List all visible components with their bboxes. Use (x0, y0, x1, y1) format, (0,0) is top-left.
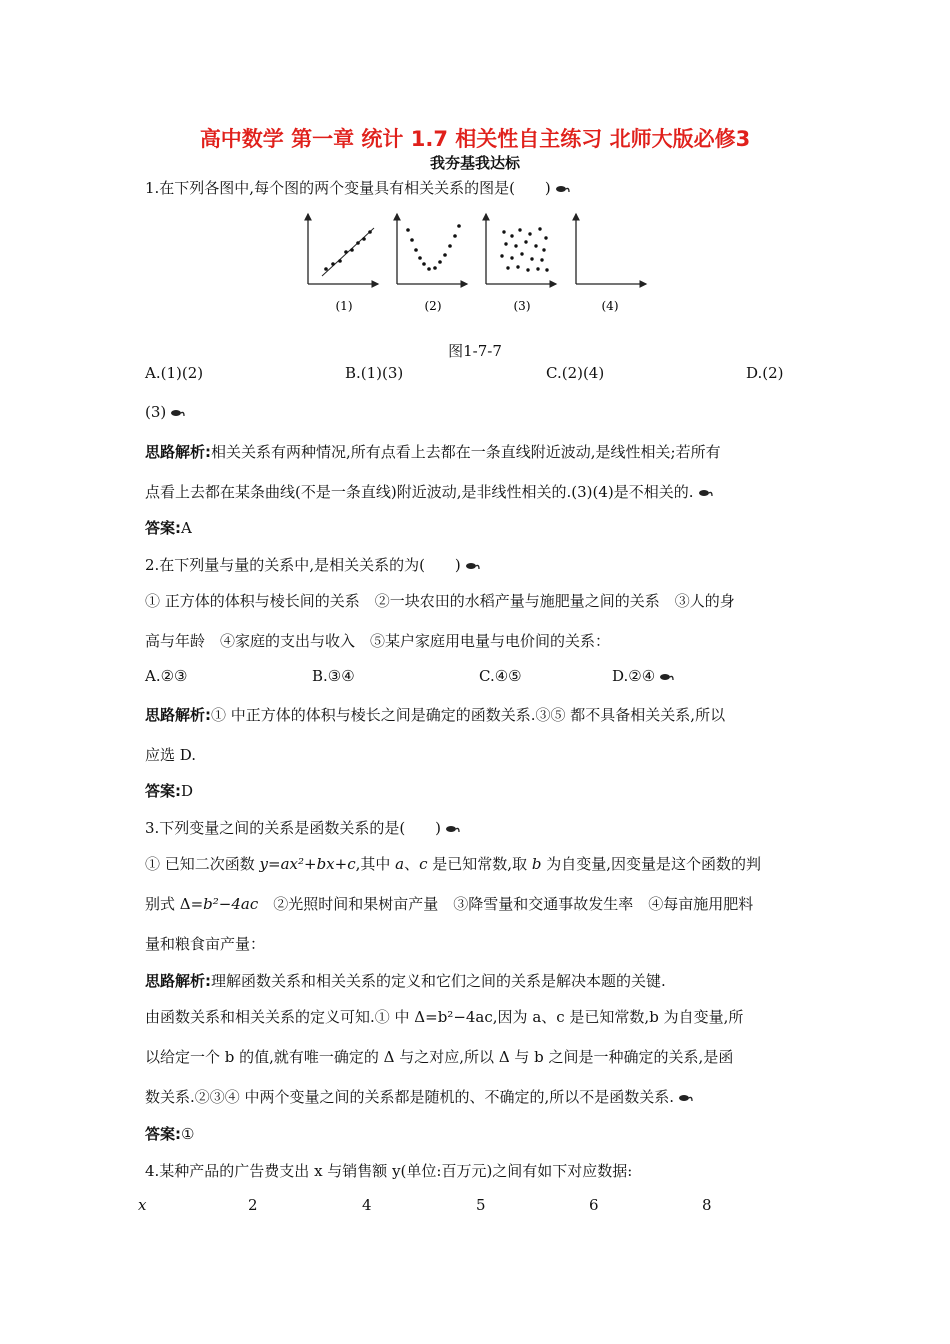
scatter-figure (300, 212, 650, 320)
q1-option-d-wrap: (3) (145, 403, 185, 421)
p2-point (410, 238, 414, 242)
table-cell: 8 (702, 1196, 712, 1214)
q2-line1: ① 正方体的体积与棱长间的关系 ②一块农田的水稻产量与施肥量之间的关系 ③人的身 (145, 592, 735, 610)
panel-4-axes (576, 214, 646, 284)
panel-1-axes (308, 214, 378, 284)
table-header-x: x (138, 1196, 147, 1214)
panel-label-3: (3) (513, 299, 531, 313)
q3-analysis-line4: 数关系.②③④ 中两个变量之间的关系都是随机的、不确定的,所以不是函数关系. (145, 1086, 693, 1107)
q3-answer: 答案:① (145, 1125, 195, 1143)
mouse-mark-icon (697, 488, 713, 498)
answer-label: 答案: (145, 782, 181, 800)
panel-2-axes (397, 214, 467, 284)
q2-line2: 高与年龄 ④家庭的支出与收入 ⑤某户家庭用电量与电价间的关系： (145, 632, 611, 650)
p2-point (448, 244, 452, 248)
p2-point (414, 248, 418, 252)
analysis-label: 思路解析: (145, 706, 211, 724)
p2-point (418, 256, 422, 260)
p1-point (368, 230, 372, 234)
p1-point (331, 262, 335, 266)
q2-analysis-line1: 思路解析:① 中正方体的体积与棱长之间是确定的函数关系.③⑤ 都不具备相关关系,所以 (145, 706, 726, 724)
analysis-label: 思路解析: (145, 443, 211, 461)
q3-analysis-line3: 以给定一个 b 的值,就有唯一确定的 Δ 与之对应,所以 Δ 与 b 之间是一种确定的关系,是函 (145, 1048, 734, 1066)
p2-point (438, 260, 442, 264)
p1-point (338, 259, 342, 263)
q3-line3: 量和粮食亩产量： (145, 935, 266, 953)
p2-point (406, 228, 410, 232)
q1-analysis-line2: 点看上去都在某条曲线(不是一条直线)附近波动,是非线性相关的.(3)(4)是不相关的. (145, 481, 713, 502)
q1-option-b: B.(1)(3) (345, 364, 404, 382)
answer-label: 答案: (145, 519, 181, 537)
q3-analysis-line1: 思路解析:理解函数关系和相关关系的定义和它们之间的关系是解决本题的关键. (145, 972, 666, 990)
p1-point (324, 267, 328, 271)
figure-caption: 图1-7-7 (448, 342, 502, 360)
table-cell: 6 (589, 1196, 599, 1214)
panel-label-4: (4) (601, 299, 619, 313)
q3-line1: ① 已知二次函数 y=ax²+bx+c,其中 a、c 是已知常数,取 b 为自变量,因变量是这个函数的判 (145, 855, 761, 873)
table-cell: 4 (362, 1196, 372, 1214)
q2-stem: 2.在下列量与量的关系中,是相关关系的为( ) (145, 554, 480, 575)
panel-3-axes (486, 214, 556, 284)
q2-option-b: B.③④ (312, 667, 355, 685)
mouse-mark-icon (464, 561, 480, 571)
mouse-mark-icon (677, 1093, 693, 1103)
p1-point (350, 248, 354, 252)
q1-option-a: A.(1)(2) (145, 364, 204, 382)
p1-point (362, 237, 366, 241)
panel-label-1: (1) (335, 299, 353, 313)
mouse-mark-icon (658, 672, 674, 682)
section-subtitle: 我夯基我达标 (429, 154, 520, 172)
q1-analysis-line1: 思路解析:相关关系有两种情况,所有点看上去都在一条直线附近波动,是线性相关;若所有 (145, 443, 721, 461)
q3-analysis-line2: 由函数关系和相关关系的定义可知.① 中 Δ=b²−4ac,因为 a、c 是已知常数,b 为自变量,所 (145, 1008, 744, 1026)
p1-point (344, 250, 348, 254)
p1-point (356, 241, 360, 245)
q1-stem: 1.在下列各图中,每个图的两个变量具有相关关系的图是( ) (145, 177, 570, 198)
table-cell: 2 (248, 1196, 258, 1214)
page-title: 高中数学 第一章 统计 1.7 相关性自主练习 北师大版必修3 (199, 127, 751, 151)
p2-point (453, 234, 457, 238)
q3-stem: 3.下列变量之间的关系是函数关系的是( ) (145, 817, 460, 838)
q1-option-d: D.(2) (746, 364, 784, 382)
answer-label: 答案: (145, 1125, 181, 1143)
q2-option-a: A.②③ (145, 667, 188, 685)
p2-point (422, 262, 426, 266)
q1-option-c: C.(2)(4) (546, 364, 605, 382)
p2-point (433, 266, 437, 270)
p2-point (427, 267, 431, 271)
q2-option-c: C.④⑤ (479, 667, 522, 685)
q4-stem: 4.某种产品的广告费支出 x 与销售额 y(单位:百万元)之间有如下对应数据: (145, 1162, 633, 1180)
mouse-mark-icon (444, 824, 460, 834)
analysis-label: 思路解析: (145, 972, 211, 990)
p2-point (457, 224, 461, 228)
mouse-mark-icon (169, 408, 185, 418)
p2-point (443, 253, 447, 257)
panel-label-2: (2) (424, 299, 442, 313)
q1-answer: 答案:A (145, 519, 192, 537)
q2-option-d: D.②④ (612, 667, 674, 685)
q2-analysis-line2: 应选 D. (145, 746, 197, 764)
q2-answer: 答案:D (145, 782, 194, 800)
mouse-mark-icon (554, 184, 570, 194)
table-cell: 5 (476, 1196, 486, 1214)
q3-line2: 别式 Δ=b²−4ac ②光照时间和果树亩产量 ③降雪量和交通事故发生率 ④每亩施用肥料 (145, 895, 754, 913)
